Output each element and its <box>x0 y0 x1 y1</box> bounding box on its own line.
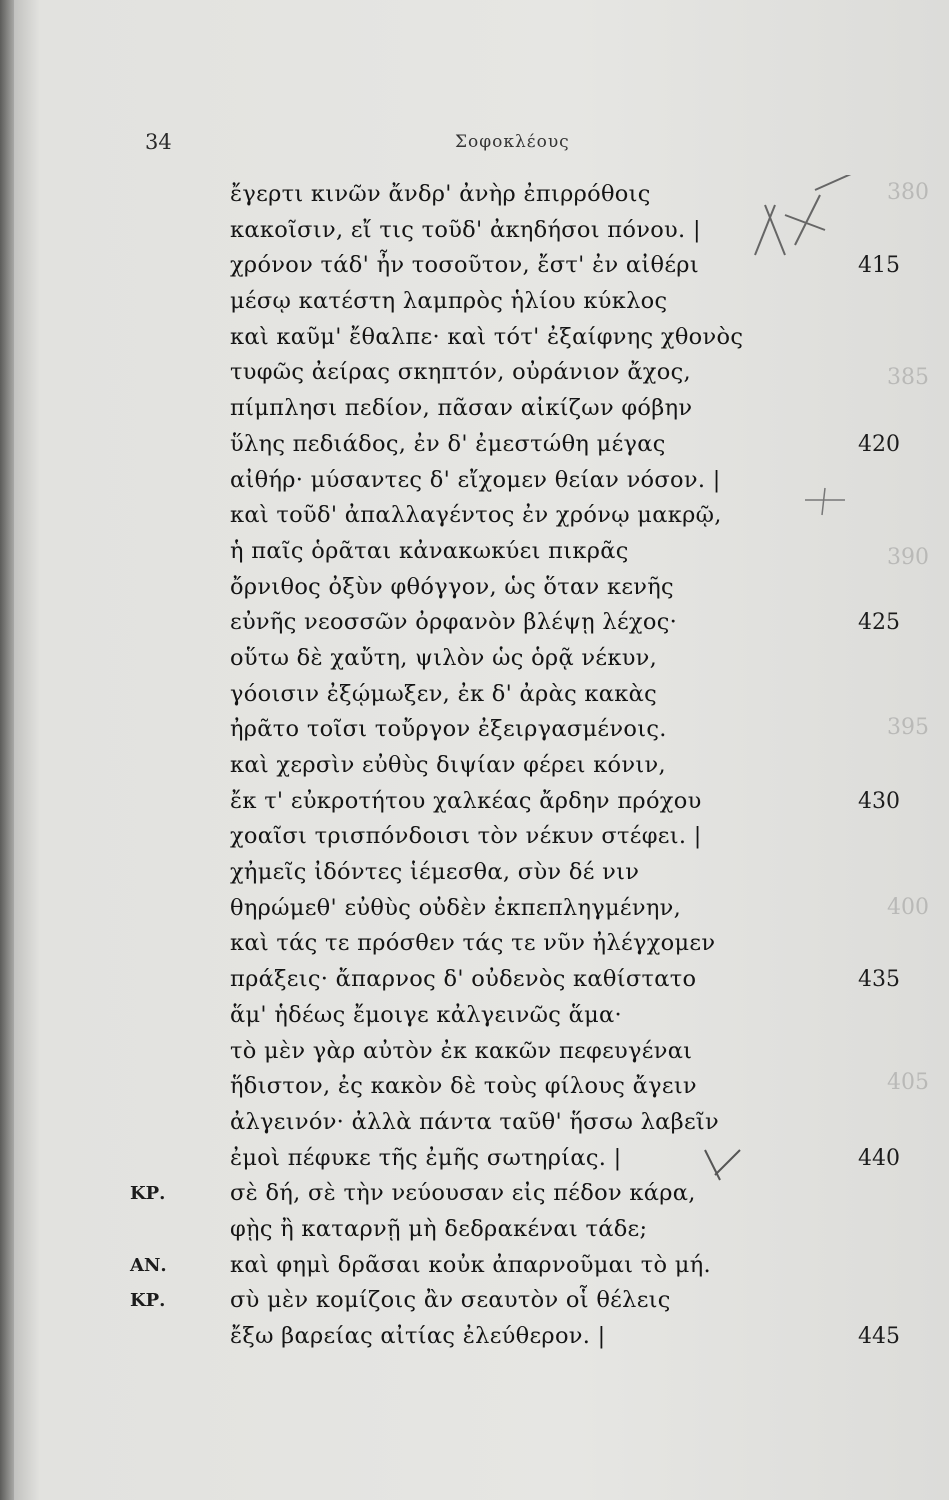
verse-text: χοαῖσι τρισπόνδοισι τὸν νέκυν στέφει. | <box>230 823 702 850</box>
verse-text: ἔξω βαρείας αἰτίας ἐλεύθερον. | <box>230 1323 606 1349</box>
verse-text: χἠμεῖς ἰδόντες ἱέμεσθα, σὺν δέ νιν <box>230 859 640 886</box>
verse-line <box>130 1034 910 1070</box>
verse-text: τὸ μὲν γὰρ αὐτὸν ἐκ κακῶν πεφευγέναι <box>230 1037 693 1064</box>
verse-line <box>130 534 910 570</box>
verse-text: αἰθήρ· μύσαντες δ' εἴχομεν θείαν νόσον. | <box>230 466 721 493</box>
verse-line <box>130 1069 910 1105</box>
page-number: 34 <box>145 130 172 154</box>
line-number: 445 <box>858 1324 900 1349</box>
show-through-bleed: 380 385 390 395 400 405 <box>887 180 929 1095</box>
verse-text: σὲ δή, σὲ τὴν νεύουσαν εἰς πέδον κάρα, <box>230 1180 696 1207</box>
verse-line <box>130 498 910 534</box>
verse-text: ἅμ' ἡδέως ἔμοιγε κἀλγεινῶς ἅμα· <box>230 1001 622 1028</box>
verse-text: ἡ παῖς ὁρᾶται κἀνακωκύει πικρᾶς <box>230 537 629 564</box>
verse-text: ἔκ τ' εὐκροτήτου χαλκέας ἄρδην πρόχου <box>230 787 702 814</box>
running-title: Σοφοκλέους <box>455 132 570 152</box>
verse-text: ἀλγεινόν· ἀλλὰ πάντα ταῦθ' ἥσσω λαβεῖν <box>230 1108 720 1135</box>
line-number: 435 <box>858 967 900 993</box>
page-edge <box>0 0 14 1500</box>
verse-line <box>130 320 910 356</box>
verse-text: καὶ τάς τε πρόσθεν τάς τε νῦν ἠλέγχομεν <box>230 930 716 957</box>
verse-line <box>130 891 910 927</box>
verse-line <box>130 1319 910 1355</box>
verse-text: καὶ τοῦδ' ἀπαλλαγέντος ἐν χρόνῳ μακρῷ, <box>230 502 722 529</box>
pencil-check-mark <box>700 1140 750 1190</box>
verse-text: ὄρνιθος ὀξὺν φθόγγον, ὡς ὅταν κενῆς <box>230 573 674 600</box>
verse-text: πίμπλησι πεδίον, πᾶσαν αἰκίζων φόβην <box>230 395 693 422</box>
verse-line <box>130 284 910 320</box>
line-number: 415 <box>858 253 900 279</box>
verse-text: σὺ μὲν κομίζοις ἂν σεαυτὸν οἷ θέλεις <box>230 1287 671 1314</box>
line-number: 430 <box>858 788 900 814</box>
verse-text: ἐμοὶ πέφυκε τῆς ἐμῆς σωτηρίας. | <box>230 1144 622 1171</box>
speaker-label: ΚΡ. <box>130 1290 166 1312</box>
verse-text: εὐνῆς νεοσσῶν ὀρφανὸν βλέψῃ λέχος· <box>230 609 678 636</box>
verse-line <box>130 998 910 1034</box>
line-number: 425 <box>858 610 900 636</box>
verse-line <box>130 355 910 391</box>
verse-line <box>130 391 910 427</box>
verse-line <box>130 748 910 784</box>
verse-line <box>130 427 910 463</box>
verse-text: φῂς ἢ καταρνῇ μὴ δεδρακέναι τάδε; <box>230 1215 648 1242</box>
verse-text: καὶ καῦμ' ἔθαλπε· καὶ τότ' ἐξαίφνης χθονὸς <box>230 323 744 350</box>
verse-line <box>130 712 910 748</box>
page-header <box>145 130 849 160</box>
verse-line <box>130 962 910 998</box>
verse-line <box>130 1105 910 1141</box>
verse-text: τυφῶς ἀείρας σκηπτόν, οὐράνιον ἄχος, <box>230 359 691 386</box>
verse-block <box>130 177 910 1355</box>
verse-text: γόοισιν ἐξῴμωξεν, ἐκ δ' ἀρὰς κακὰς <box>230 680 658 707</box>
verse-line <box>130 605 910 641</box>
verse-line <box>130 677 910 713</box>
verse-line <box>130 1283 910 1319</box>
verse-line <box>130 1141 910 1177</box>
verse-line <box>130 1176 910 1212</box>
verse-text: θηρώμεθ' εὐθὺς οὐδὲν ἐκπεπληγμένην, <box>230 894 682 921</box>
pencil-cross-mark <box>800 480 850 520</box>
verse-line <box>130 570 910 606</box>
verse-text: πράξεις· ἄπαρνος δ' οὐδενὸς καθίστατο <box>230 966 697 993</box>
verse-text: καὶ χερσὶν εὐθὺς διψίαν φέρει κόνιν, <box>230 752 666 778</box>
verse-line <box>130 855 910 891</box>
pencil-annotation-mark <box>745 175 865 265</box>
speaker-label: ΑΝ. <box>130 1254 167 1276</box>
verse-line <box>130 1248 910 1284</box>
verse-text: χρόνον τάδ' ἦν τοσοῦτον, ἔστ' ἐν αἰθέρι <box>230 252 699 279</box>
line-number: 440 <box>858 1145 900 1171</box>
verse-text: ἥδιστον, ἐς κακὸν δὲ τοὺς φίλους ἄγειν <box>230 1073 697 1100</box>
verse-line <box>130 641 910 677</box>
verse-line <box>130 926 910 962</box>
speaker-label: ΚΡ. <box>130 1183 166 1205</box>
verse-text: οὕτω δὲ χαὔτη, ψιλὸν ὡς ὁρᾷ νέκυν, <box>230 644 658 671</box>
verse-text: κακοῖσιν, εἴ τις τοῦδ' ἀκηδήσοι πόνου. | <box>230 216 701 243</box>
verse-line <box>130 784 910 820</box>
line-number: 420 <box>858 431 900 457</box>
verse-text: καὶ φημὶ δρᾶσαι κοὐκ ἀπαρνοῦμαι τὸ μή. <box>230 1251 711 1278</box>
verse-line <box>130 463 910 499</box>
verse-line <box>130 819 910 855</box>
verse-line <box>130 1212 910 1248</box>
verse-text: ἠρᾶτο τοῖσι τοὔργον ἐξειργασμένοις. <box>230 716 667 743</box>
verse-text: ὕλης πεδιάδος, ἐν δ' ἐμεστώθη μέγας <box>230 430 666 457</box>
verse-text: ἔγερτι κινῶν ἄνδρ' ἀνὴρ ἐπιρρόθοις <box>230 181 651 207</box>
verse-text: μέσῳ κατέστη λαμπρὸς ἡλίου κύκλος <box>230 288 668 315</box>
